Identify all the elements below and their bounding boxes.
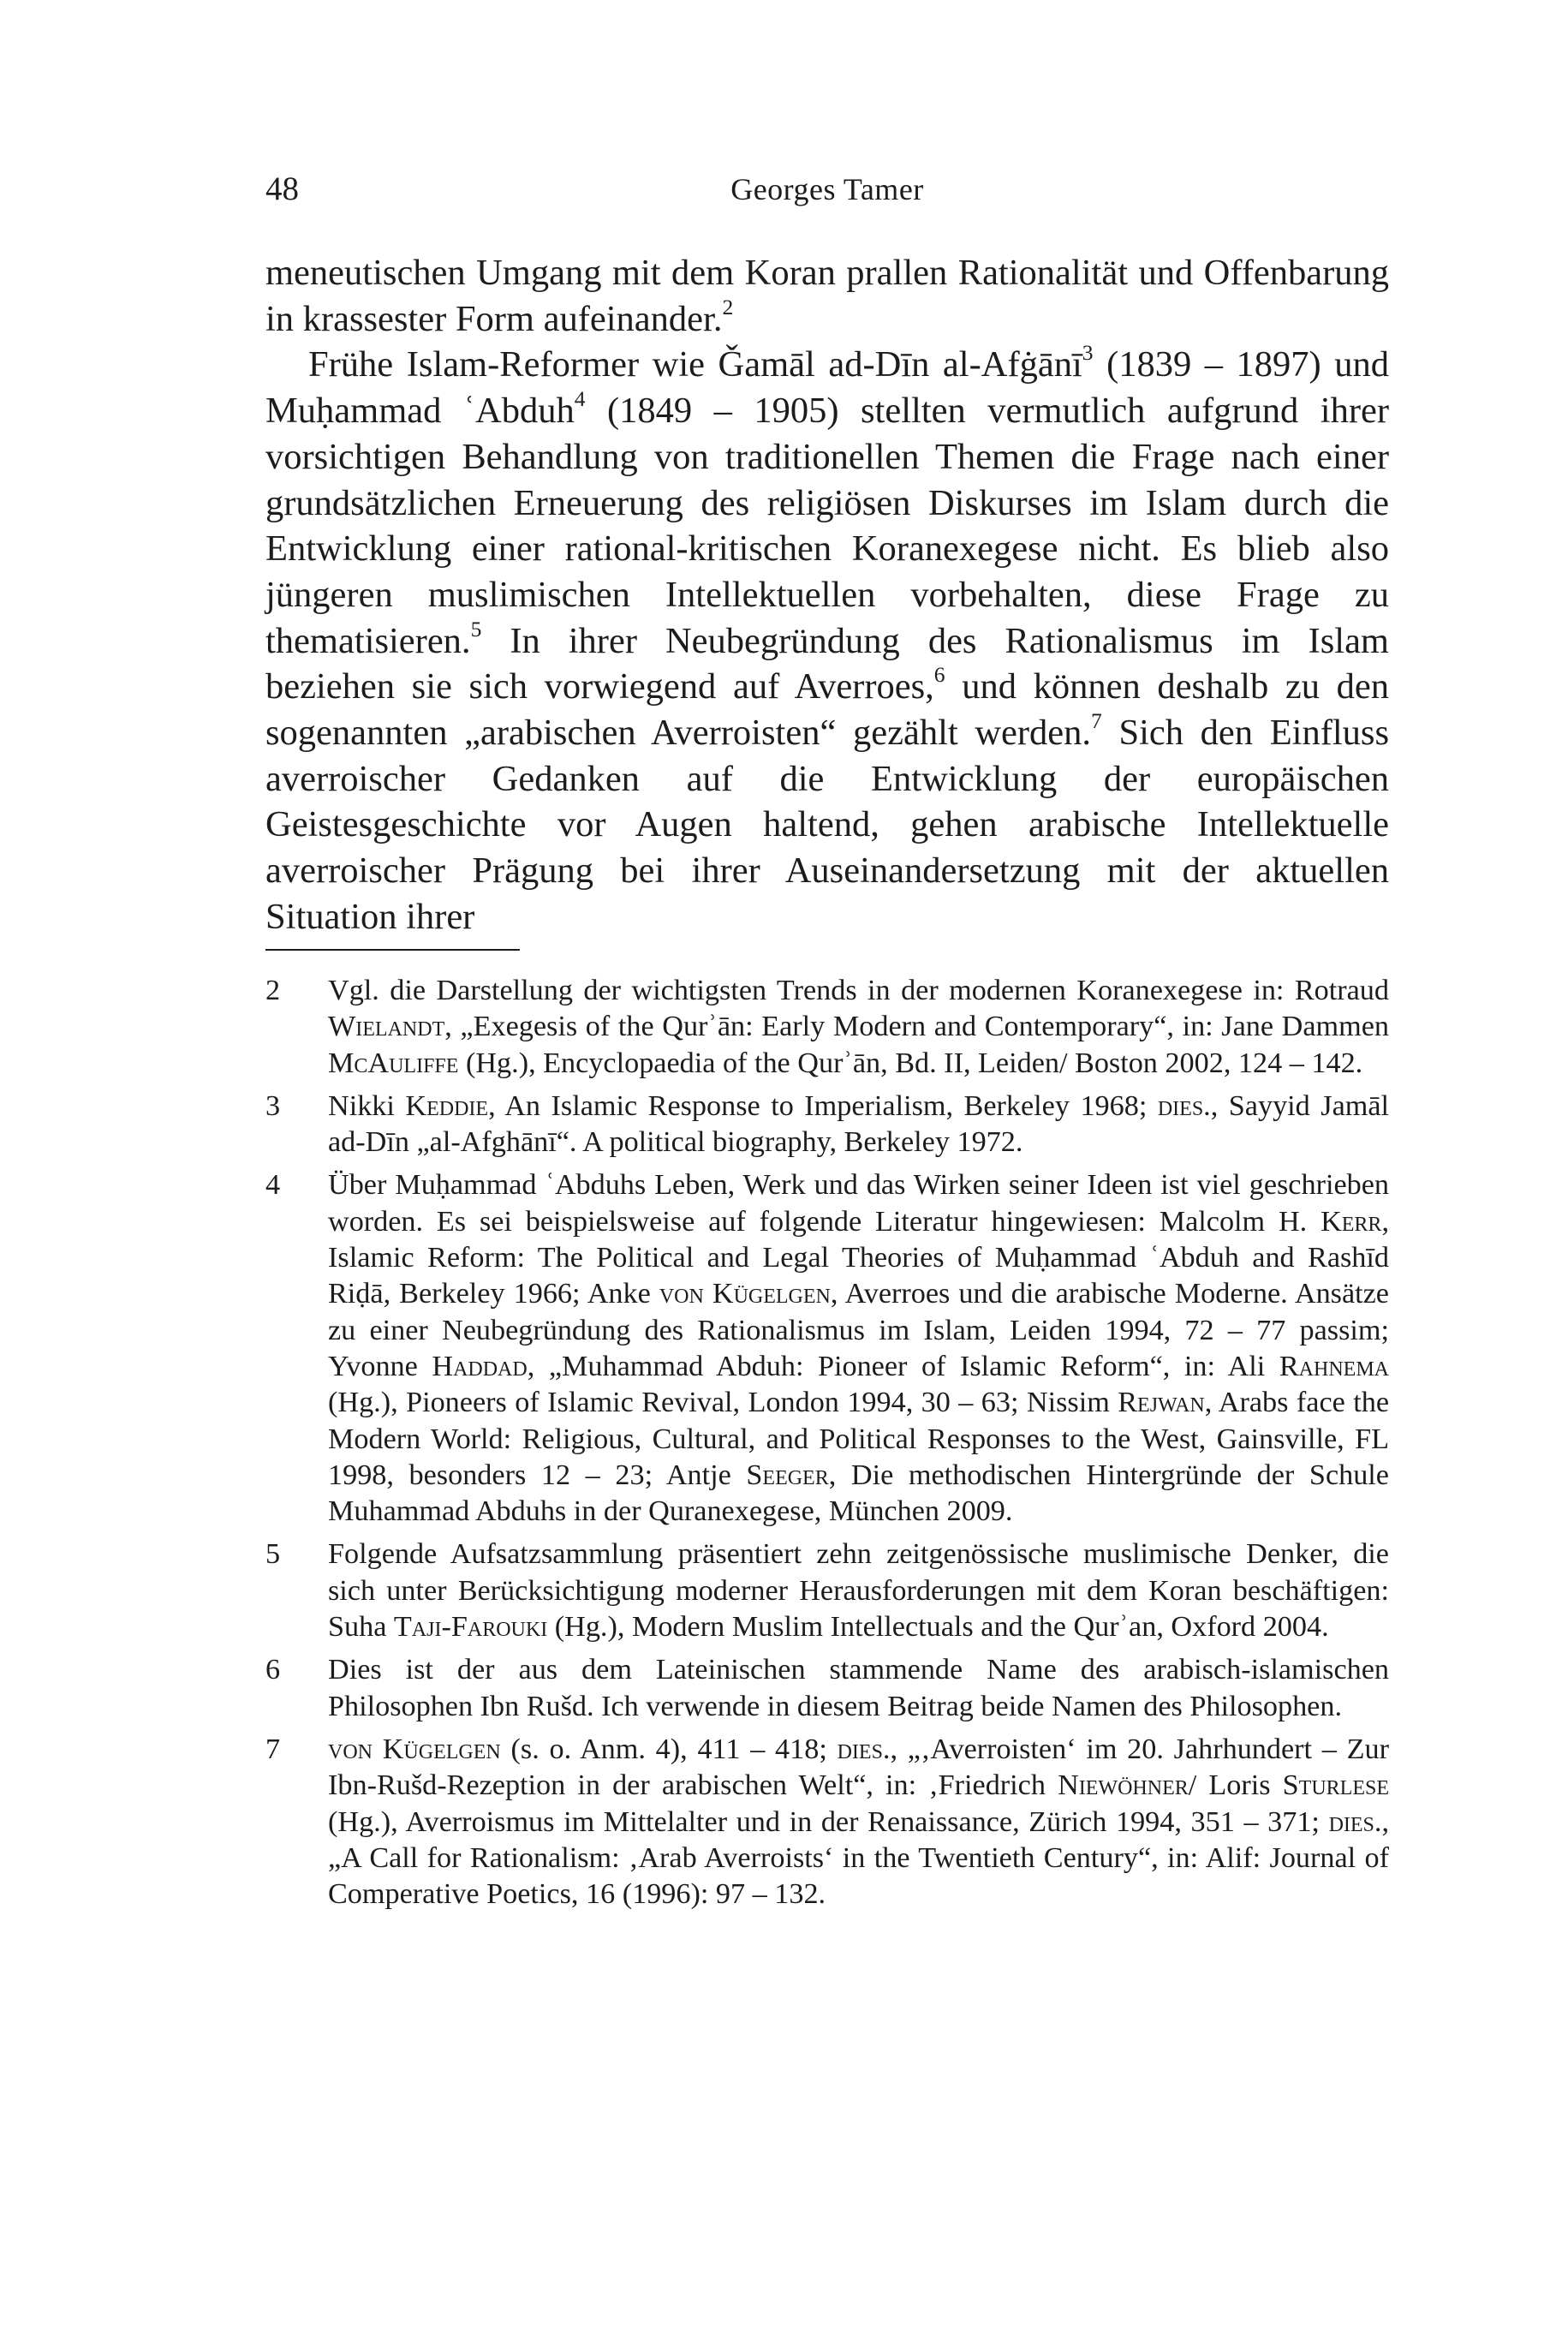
- footnote-text: , „Exegesis of the Qurʾān: Early Modern and Contemporary“, in: Jane Dammen: [444, 1011, 1389, 1043]
- footnote-text: Vgl. die Darstellung der wichtigsten Trends in der modernen Koranexegese in: Rotraud: [328, 975, 1389, 1006]
- footnotes: [265, 973, 1389, 1919]
- footnote-ref: 6: [933, 662, 945, 688]
- author-name: McAuliffe: [328, 1047, 459, 1079]
- footnote-ref: 7: [1091, 707, 1102, 733]
- author-name: Keddie: [405, 1089, 489, 1122]
- author-name: dies.: [837, 1733, 891, 1765]
- footnote-text: , Sayyid Jamāl ad-Dīn „al-Afghānī“. A political biography, Berkeley 1972.: [328, 1089, 1390, 1159]
- footnote-ref: 2: [722, 294, 734, 319]
- footnote-text: (Hg.), Pioneers of Islamic Revival, London 1994, 30 – 63; Nissim: [328, 1387, 1118, 1419]
- footnote-number: 7: [265, 1733, 281, 1765]
- footnote-number: 3: [265, 1089, 281, 1122]
- paragraph-text: Frühe Islam-Reformer wie Ǧamāl ad-Dīn al-Afġānī: [308, 344, 1082, 385]
- author-name: von Kügelgen: [328, 1733, 501, 1765]
- footnote-text: , „A Call for Rationalism: ‚Arab Averroists‘ in the Twentieth Century“, in: Alif: Journal of Comperative Poetics, 16 (1996): 97 – 132.: [328, 1805, 1389, 1911]
- footnote-text: Dies ist der aus dem Lateinischen stammende Name des arabisch-islamischen Philosophen Ibn Rušd. Ich verwende in diesem Beitrag beide Namen des Philosophen.: [328, 1654, 1389, 1722]
- running-head: [265, 168, 1389, 211]
- paragraph-text: Sich den Einfluss averroischer Gedanken auf die Entwicklung der europäischen Geistesgeschichte vor Augen haltend, gehen arabische Intellektuelle averroischer Prägung bei ihrer Auseinandersetzung mit der aktuellen Situation ihrer: [265, 713, 1390, 937]
- author-name: Rahnema: [1279, 1350, 1389, 1382]
- footnote: [265, 1167, 1389, 1530]
- footnote-number: 4: [265, 1169, 281, 1202]
- footnote-ref: 3: [1082, 340, 1094, 366]
- paragraph: [265, 342, 1389, 940]
- author-name: Sturlese: [1282, 1769, 1389, 1802]
- footnote-text: , Arabs face the Modern World: Religious, Cultural, and Political Responses to the West, Gainsville, FL 1998, besonders 12 – 23; Antje: [328, 1387, 1389, 1491]
- author-name: von Kügelgen: [659, 1278, 831, 1310]
- author-name: Wielandt: [328, 1011, 445, 1043]
- footnote-text: (Hg.), Modern Muslim Intellectuals and the Qurʾan, Oxford 2004.: [547, 1611, 1329, 1644]
- footnote-number: 5: [265, 1538, 281, 1571]
- author-name: Haddad: [432, 1350, 528, 1382]
- running-head-author: Georges Tamer: [730, 172, 924, 206]
- author-name: Niewöhner: [1058, 1769, 1189, 1802]
- author-name: dies.: [1157, 1089, 1211, 1122]
- author-name: Kerr: [1321, 1205, 1382, 1238]
- author-name: dies.: [1328, 1805, 1382, 1838]
- paragraph-text: und können deshalb zu den sogenannten „arabischen Averroisten“ gezählt werden.: [265, 666, 1389, 754]
- footnote-text: / Loris: [1188, 1769, 1283, 1802]
- page-number: 48: [265, 170, 299, 207]
- footnote: [265, 1536, 1389, 1645]
- footnote-text: , An Islamic Response to Imperialism, Berkeley 1968;: [488, 1089, 1158, 1122]
- footnote: [265, 1652, 1389, 1725]
- footnote: [265, 1732, 1389, 1912]
- paragraph: [265, 250, 1389, 342]
- footnote-text: , „Muhammad Abduh: Pioneer of Islamic Reform“, in: Ali: [527, 1350, 1279, 1382]
- footnote-text: , Islamic Reform: The Political and Legal Theories of Muḥammad ʿAbduh and Rashīd Riḍā, Berkeley 1966; Anke: [328, 1205, 1389, 1310]
- footnote-ref: 4: [574, 385, 586, 411]
- author-name: Rejwan: [1118, 1387, 1205, 1419]
- footnote-text: Folgende Aufsatzsammlung präsentiert zehn zeitgenössische muslimische Denker, die sich unter Berücksichtigung moderner Herausforderungen mit dem Koran beschäftigen: Suha: [328, 1538, 1389, 1644]
- footnote-text: (Hg.), Averroismus im Mittelalter und in der Renaissance, Zürich 1994, 351 – 371;: [328, 1805, 1329, 1838]
- footnote-text: Über Muḥammad ʿAbduhs Leben, Werk und das Wirken seiner Ideen ist viel geschrieben worden. Es sei beispielsweise auf folgende Literatur hingewiesen: Malcolm H.: [328, 1169, 1389, 1238]
- footnote-ref: 5: [470, 616, 482, 641]
- footnote-text: (Hg.), Encyclopaedia of the Qurʾān, Bd. II, Leiden/ Boston 2002, 124 – 142.: [458, 1047, 1363, 1079]
- footnote-number: 6: [265, 1654, 281, 1686]
- footnote-text: , „‚Averroisten‘ im 20. Jahrhundert – Zur Ibn-Rušd-Rezeption in der arabischen Welt“, in: ‚Friedrich: [328, 1733, 1390, 1802]
- footnote-text: Nikki: [328, 1089, 406, 1122]
- paragraph-text: (1839 – 1897) und Muḥammad ʿAbduh: [265, 344, 1389, 432]
- footnote: [265, 1089, 1389, 1161]
- paragraph-text: (1849 – 1905) stellten vermutlich aufgrund ihrer vorsichtigen Behandlung von traditionellen Themen die Frage nach einer grundsätzlichen Erneuerung des religiösen Diskurses im Islam durch die Entwicklung einer rational-kritischen Koranexegese nicht. Es blieb also jüngeren muslimischen Intellektuellen vorbehalten, diese Frage zu thematisieren.: [265, 391, 1390, 661]
- main-text: [265, 250, 1389, 940]
- footnote-number: 2: [265, 975, 281, 1006]
- author-name: Taji-Farouki: [393, 1611, 548, 1644]
- book-page: [265, 0, 1389, 2327]
- footnote-text: , Die methodischen Hintergründe der Schule Muhammad Abduhs in der Quranexegese, München 2009.: [328, 1459, 1389, 1528]
- footnote-separator: [265, 949, 520, 951]
- footnote: [265, 973, 1389, 1082]
- footnote-text: , Averroes und die arabische Moderne. Ansätze zu einer Neubegründung des Rationalismus im Islam, Leiden 1994, 72 – 77 passim; Yvonne: [328, 1278, 1389, 1382]
- footnote-text: (s. o. Anm. 4), 411 – 418;: [500, 1733, 838, 1765]
- author-name: Seeger: [746, 1459, 829, 1491]
- paragraph-text: In ihrer Neubegründung des Rationalismus im Islam beziehen sie sich vorwiegend auf Averroes,: [265, 620, 1389, 707]
- paragraph-text: meneutischen Umgang mit dem Koran prallen Rationalität und Offenbarung in krassester Form aufeinander.: [265, 253, 1389, 339]
